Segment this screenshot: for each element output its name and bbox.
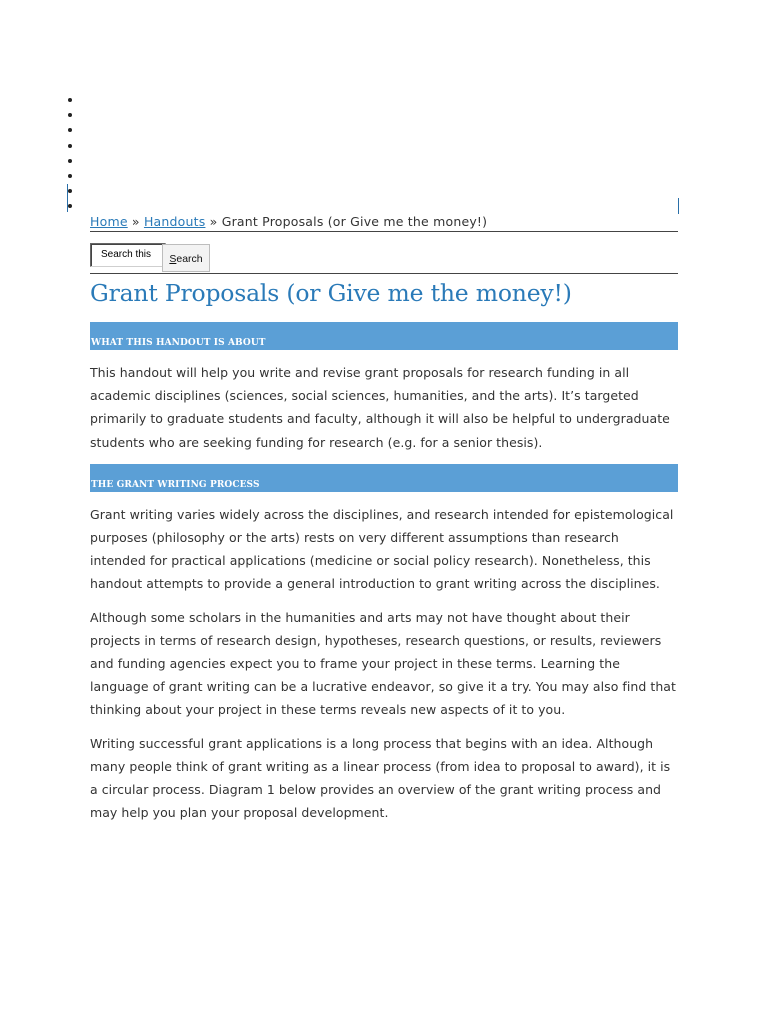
- text-cursor-right: [678, 198, 679, 214]
- process-paragraph-3: Writing successful grant applications is a long process that begins with an idea. Although many people think of grant writing as a linear process (from idea to proposal to award), it is a circular process. Diagram 1 below provides an overview of the grant writing process and may help you plan your proposal development.: [90, 735, 671, 821]
- search-button-hotkey: S: [169, 253, 177, 265]
- nav-list-item[interactable]: [64, 123, 74, 138]
- section-heading-about: WHAT THIS HANDOUT IS ABOUT: [90, 322, 678, 350]
- text-cursor-left: [67, 184, 68, 212]
- process-paragraph-2: Although some scholars in the humanities and arts may not have thought about their projects in terms of research design, hypotheses, research questions, or results, reviewers and funding agencies expect you to frame your project in these terms. Learning the language of grant writing can be a lucrative endeavor, so give it a try. You may also find that thinking about your project in these terms reveals new aspects of it to you.: [90, 609, 676, 718]
- search-button-label: earch: [176, 253, 203, 265]
- empty-nav-list: [64, 93, 74, 215]
- breadcrumb-handouts-link[interactable]: Handouts: [143, 214, 206, 229]
- section-heading-process: THE GRANT WRITING PROCESS: [90, 464, 678, 492]
- about-paragraph: This handout will help you write and revise grant proposals for research funding in all academic disciplines (sciences, social sciences, humanities, and the arts). It’s targeted primarily to graduate students and faculty, although it will also be helpful to undergraduate students who are seeking funding for research (e.g. for a senior thesis).: [90, 365, 670, 450]
- nav-list-item[interactable]: [64, 169, 74, 184]
- breadcrumb-home-link[interactable]: Home: [90, 214, 128, 229]
- search-form: [90, 243, 678, 274]
- nav-list-item[interactable]: [64, 199, 74, 214]
- nav-list-item[interactable]: [64, 108, 74, 123]
- search-button[interactable]: [162, 244, 210, 272]
- page-title: Grant Proposals (or Give me the money!): [90, 279, 572, 307]
- breadcrumb-current-page: Grant Proposals (or Give me the money!): [221, 214, 488, 229]
- breadcrumb-separator: »: [209, 214, 218, 229]
- nav-list-item[interactable]: [64, 154, 74, 169]
- process-paragraph-1: Grant writing varies widely across the disciplines, and research intended for epistemological purposes (philosophy or the arts) rests on very different assumptions than research intended for practical applications (medicine or social policy research). Nonetheless, this handout attempts to provide a general introduction to grant writing across the disciplines.: [90, 506, 674, 592]
- nav-list-item[interactable]: [64, 139, 74, 154]
- nav-list-item[interactable]: [64, 93, 74, 108]
- search-input[interactable]: Search this: [90, 243, 166, 267]
- breadcrumb-separator: »: [131, 214, 140, 229]
- nav-list-item[interactable]: [64, 184, 74, 199]
- breadcrumb: [90, 213, 678, 232]
- main-content: [90, 213, 678, 824]
